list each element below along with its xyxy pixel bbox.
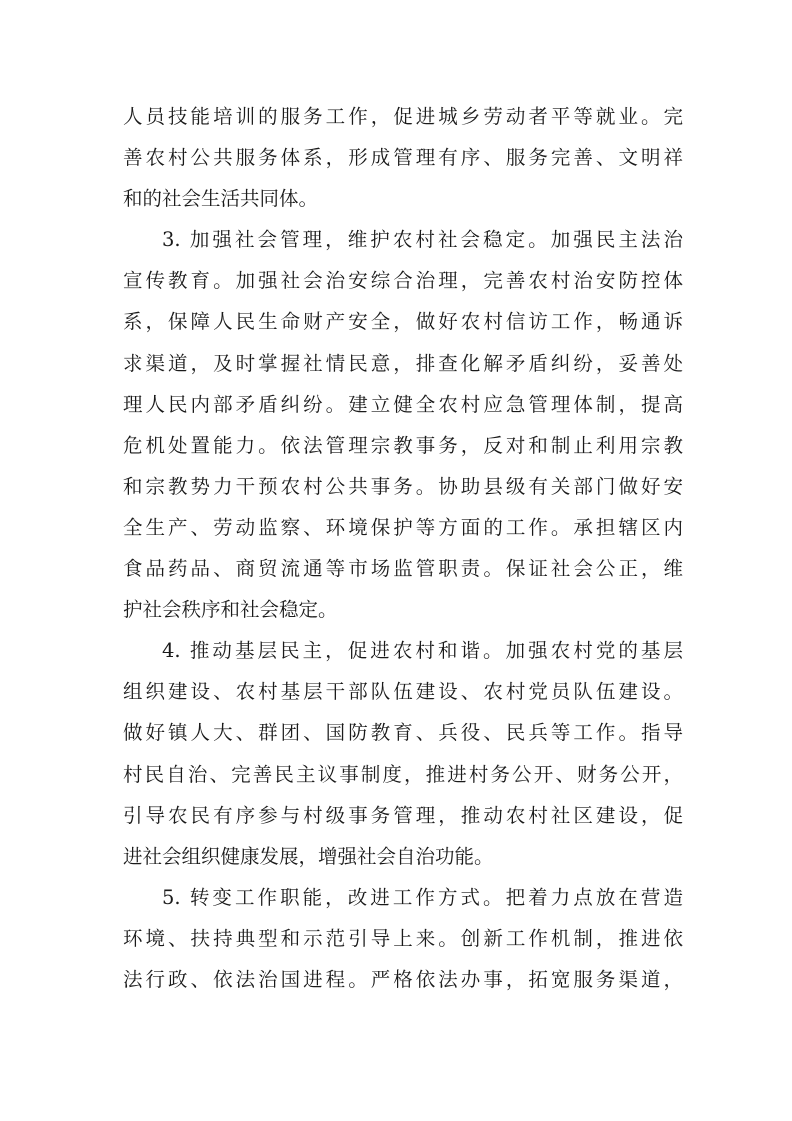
section-5-heading-line: 5. 转变工作职能，改进工作方式。把着力点放在营造 [162,885,683,909]
text-line: 法行政、依法治国进程。严格依法办事，拓宽服务渠道， [123,967,683,991]
text-line: 和宗教势力干预农村公共事务。协助县级有关部门做好安 [123,474,683,498]
text-line: 求渠道，及时掌握社情民意，排查化解矛盾纠纷，妥善处 [123,351,683,375]
text-line: 护社会秩序和社会稳定。 [123,598,338,622]
text-line: 理人民内部矛盾纠纷。建立健全农村应急管理体制，提高 [123,392,683,416]
section-4-heading-line: 4. 推动基层民主，促进农村和谐。加强农村党的基层 [162,639,683,663]
text-line: 人员技能培训的服务工作，促进城乡劳动者平等就业。完 [123,105,683,128]
text-line: 进社会组织健康发展，增强社会自治功能。 [123,844,494,868]
text-line: 食品药品、商贸流通等市场监管职责。保证社会公正，维 [123,557,683,581]
text-line: 系，保障人民生命财产安全，做好农村信访工作，畅通诉 [123,310,683,334]
text-line: 村民自治、完善民主议事制度，推进村务公开、财务公开， [123,762,683,786]
text-line: 组织建设、农村基层干部队伍建设、农村党员队伍建设。 [123,680,683,704]
text-line: 做好镇人大、群团、国防教育、兵役、民兵等工作。指导 [123,721,683,745]
text-line: 引导农民有序参与村级事务管理，推动农村社区建设，促 [123,803,683,827]
text-line: 善农村公共服务体系，形成管理有序、服务完善、文明祥 [123,146,683,170]
section-3-heading-line: 3. 加强社会管理，维护农村社会稳定。加强民主法治 [162,228,683,252]
text-line: 环境、扶持典型和示范引导上来。创新工作机制，推进依 [123,926,683,950]
body-text [123,96,683,1000]
text-line: 和的社会生活共同体。 [123,187,319,211]
text-line: 宣传教育。加强社会治安综合治理，完善农村治安防控体 [123,269,683,293]
text-line: 危机处置能力。依法管理宗教事务，反对和制止利用宗教 [123,433,683,457]
text-line: 全生产、劳动监察、环境保护等方面的工作。承担辖区内 [123,515,683,539]
